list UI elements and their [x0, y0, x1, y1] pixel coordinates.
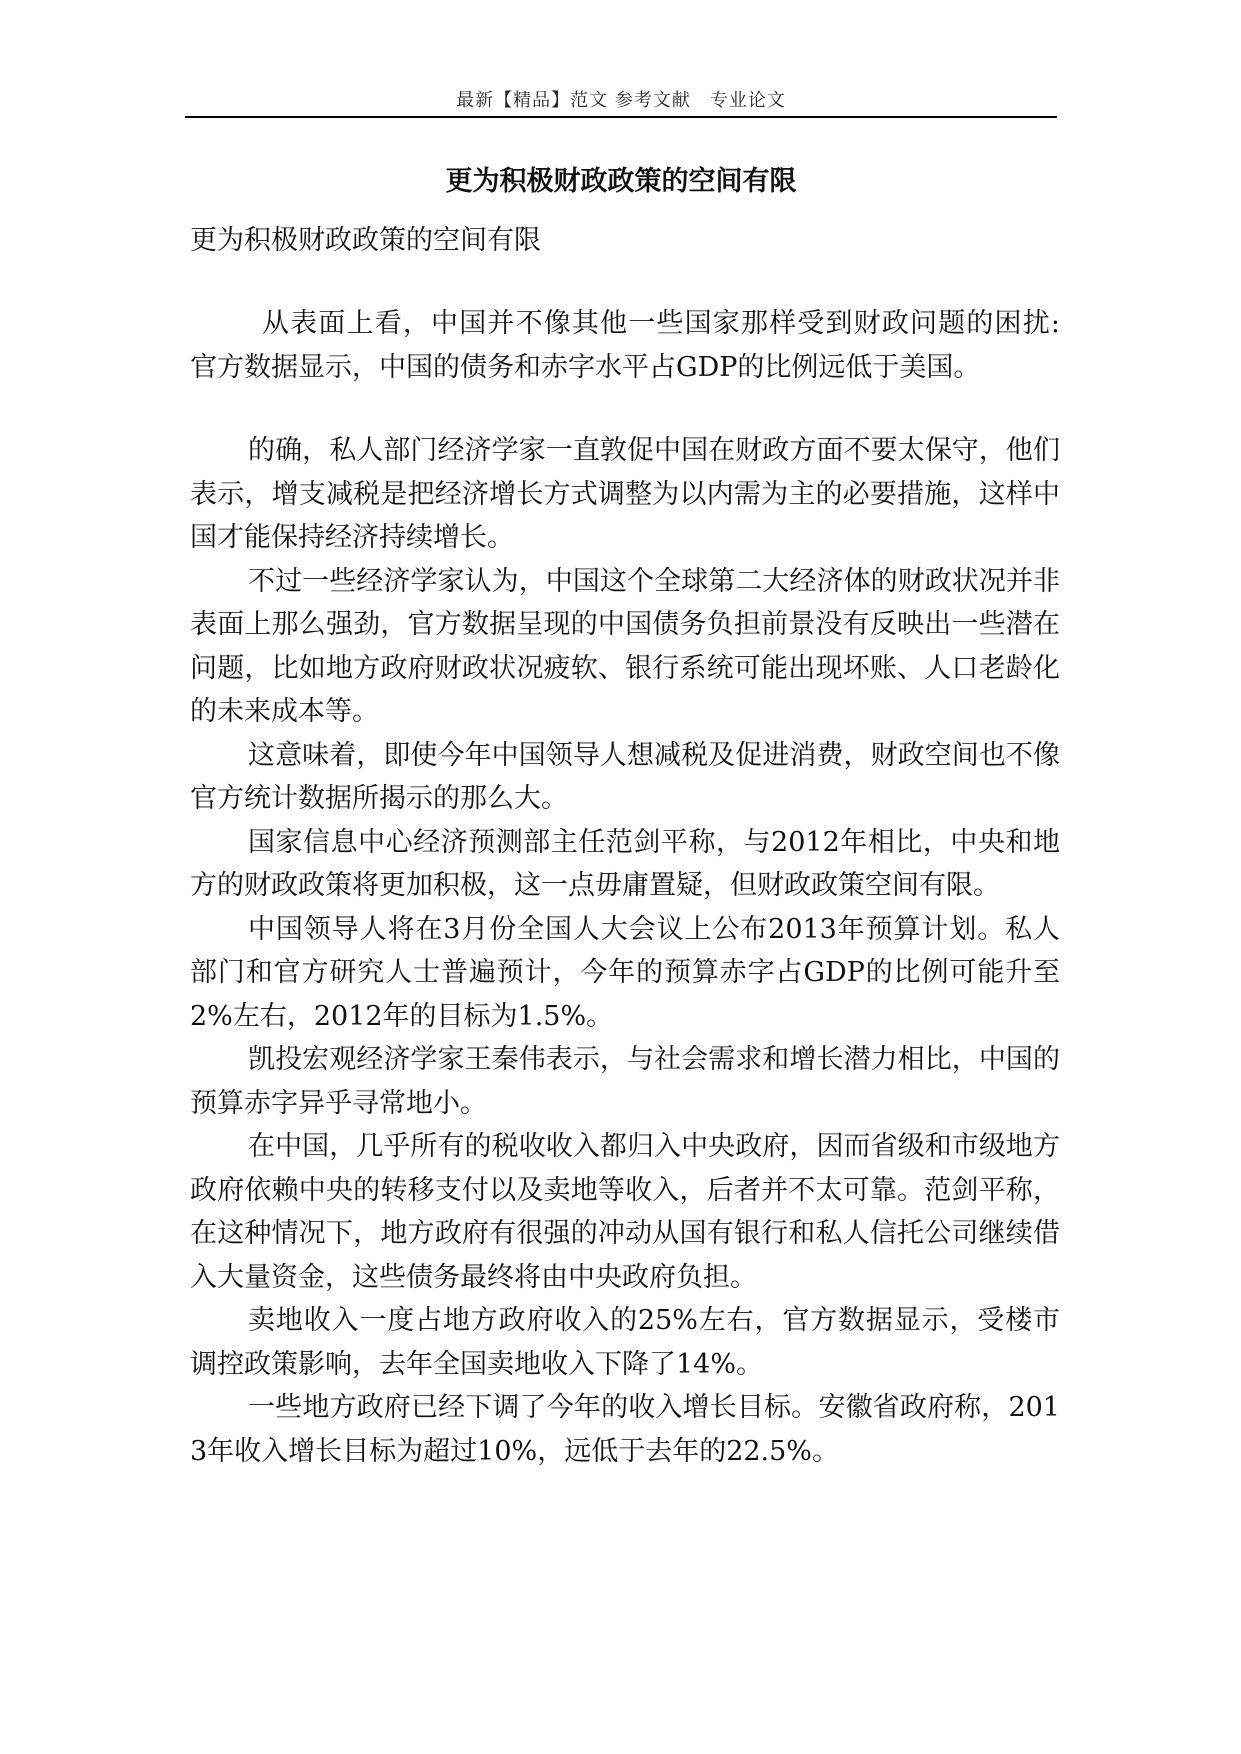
- paragraph-7: 凯投宏观经济学家王秦伟表示，与社会需求和增长潜力相比，中国的预算赤字异乎寻常地小。: [190, 1044, 1060, 1119]
- paragraph-9: 卖地收入一度占地方政府收入的25%左右，官方数据显示，受楼市调控政策影响，去年全国卖地收入下降了14%。: [190, 1305, 1060, 1380]
- document-title: 更为积极财政政策的空间有限: [445, 166, 797, 197]
- paragraph-8: 在中国，几乎所有的税收收入都归入中央政府，因而省级和市级地方政府依赖中央的转移支付以及卖地等收入，后者并不太可靠。范剑平称，在这种情况下，地方政府有很强的冲动从国有银行和私人信托公司继续借入大量资金，这些债务最终将由中央政府负担。: [190, 1131, 1060, 1293]
- document-subtitle: 更为积极财政政策的空间有限: [190, 225, 541, 256]
- document-body: [190, 222, 1060, 1473]
- paragraph-2: 的确，私人部门经济学家一直敦促中国在财政方面不要太保守，他们表示，增支减税是把经济增长方式调整为以内需为主的必要措施，这样中国才能保持经济持续增长。: [190, 435, 1060, 553]
- paragraph-10: 一些地方政府已经下调了今年的收入增长目标。安徽省政府称，2013年收入增长目标为超过10%，远低于去年的22.5%。: [190, 1392, 1060, 1467]
- paragraph-4: 这意味着，即使今年中国领导人想减税及促进消费，财政空间也不像官方统计数据所揭示的那么大。: [190, 739, 1060, 814]
- header-divider: [185, 116, 1057, 118]
- paragraph-3: 不过一些经济学家认为，中国这个全球第二大经济体的财政状况并非表面上那么强劲，官方数据呈现的中国债务负担前景没有反映出一些潜在问题，比如地方政府财政状况疲软、银行系统可能出现坏账、人口老龄化的未来成本等。: [190, 565, 1060, 727]
- page-header: 最新【精品】范文 参考文献 专业论文: [456, 90, 786, 111]
- paragraph-1: 从表面上看，中国并不像其他一些国家那样受到财政问题的困扰: 官方数据显示，中国的债务和赤字水平占GDP的比例远低于美国。: [190, 308, 1060, 383]
- paragraph-5: 国家信息中心经济预测部主任范剑平称，与2012年相比，中央和地方的财政政策将更加积极，这一点毋庸置疑，但财政政策空间有限。: [190, 826, 1060, 901]
- paragraph-6: 中国领导人将在3月份全国人大会议上公布2013年预算计划。私人部门和官方研究人士普遍预计，今年的预算赤字占GDP的比例可能升至2%左右，2012年的目标为1.5%。: [190, 913, 1060, 1032]
